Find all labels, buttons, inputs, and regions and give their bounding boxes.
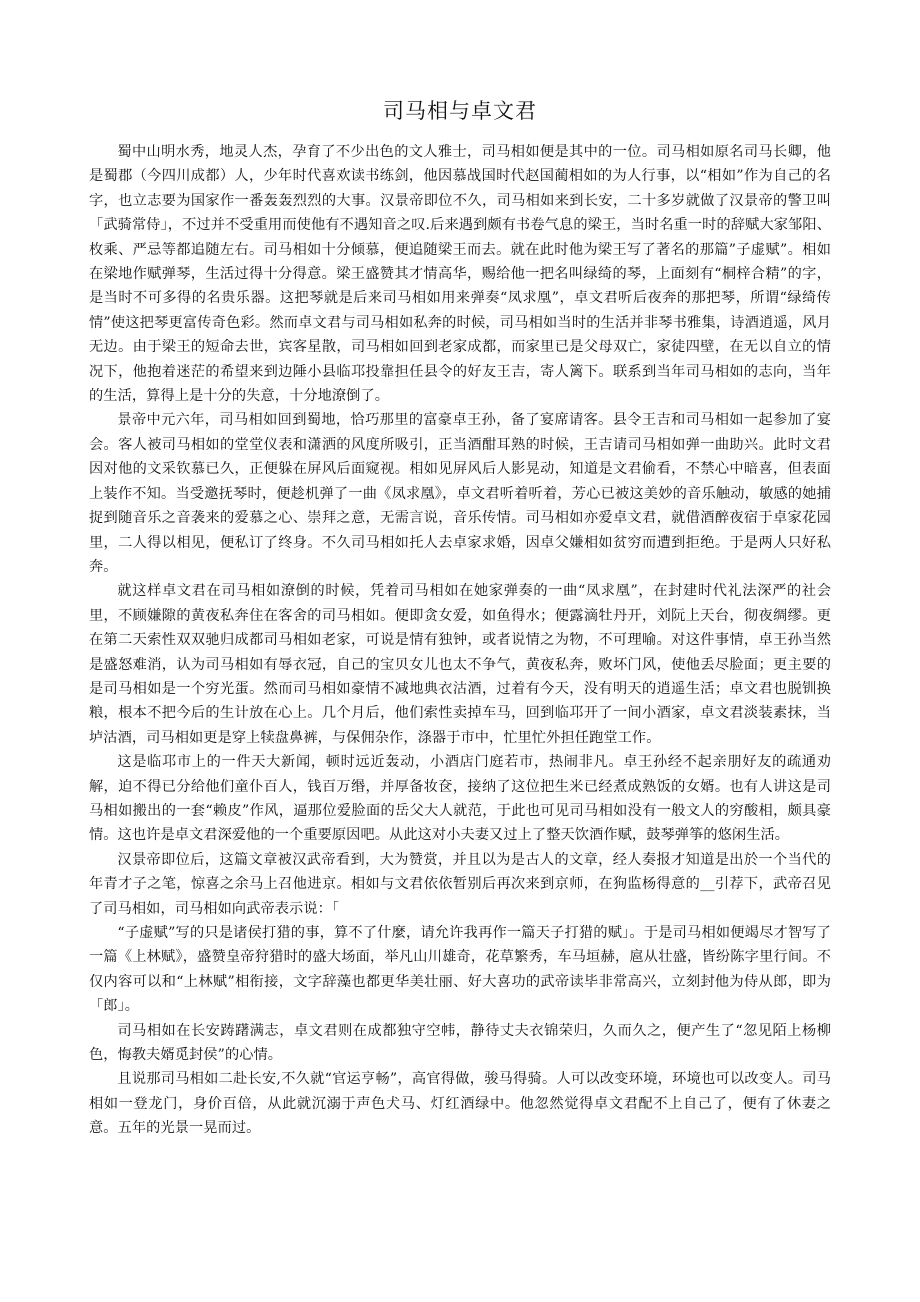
document-title: 司马相与卓文君 bbox=[383, 99, 537, 123]
paragraph: 景帝中元六年，司马相如回到蜀地，恰巧那里的富豪卓王孙，备了宴席请客。县令王吉和司马相如一起参加了宴会。客人被司马相如的堂堂仪表和潇洒的风度所吸引，正当酒酣耳熟的时候，王吉请司马相如弹一曲助兴。此时文君因对他的文采钦慕已久，正便躲在屏风后面窥视。相如见屏风后人影晃动，知道是文君偷看，不禁心中暗喜，但表面上装作不知。当受邀抚琴时，便趁机弹了一曲《凤求凰》，卓文君听着听着，芳心已被这美妙的音乐触动，敏感的她捕捉到随音乐之音袭来的爱慕之心、崇拜之意，无需言说，音乐传情。司马相如亦爱卓文君，就借酒醉夜宿于卓家花园里，二人得以相见，便私订了终身。不久司马相如托人去卓家求婚，因卓父嫌相如贫穷而遭到拒绝。于是两人只好私奔。 bbox=[89, 412, 831, 575]
paragraph: 汉景帝即位后，这篇文章被汉武帝看到，大为赞赏，并且以为是古人的文章，经人奏报才知道是出於一个当代的年青才子之笔，惊喜之余马上召他进京。相如与文君依依暂别后再次来到京师，在狗监杨得意的__引荐下，武帝召见了司马相如，司马相如向武帝表示说：「 bbox=[89, 851, 831, 917]
paragraph: “子虚赋”写的只是诸侯打猎的事，算不了什麼，请允许我再作一篇天子打猎的赋」。于是司马相如便竭尽才智写了一篇《上林赋》，盛赞皇帝狩猎时的盛大场面，举凡山川雄奇，花草繁秀，车马垣赫，扈从壮盛，皆纷陈字里行间。不仅内容可以和“上林赋”相衔接，文字辞藻也都更华美壮丽、好大喜功的武帝读毕非常高兴，立刻封他为侍从郎，即为「郎」。 bbox=[89, 925, 831, 1015]
paragraph: 且说那司马相如二赴长安,不久就“官运亨畅”，高官得做，骏马得骑。人可以改变环境，环境也可以改变人。司马相如一登龙门，身价百倍，从此就沉溺于声色犬马、灯红酒绿中。他忽然觉得卓文君配不上自己了，便有了休妻之意。五年的光景一晃而过。 bbox=[89, 1071, 831, 1137]
document-body bbox=[89, 140, 831, 1141]
paragraph: 就这样卓文君在司马相如潦倒的时候，凭着司马相如在她家弹奏的一曲“凤求凰”，在封建时代礼法深严的社会里，不顾嫌隙的黄夜私奔住在客舍的司马相如。便即贪女爱，如鱼得水；便露滴牡丹开，刘阮上天台，彻夜绸缪。更在第二天索性双双驰归成都司马相如老家，可说是情有独钟，或者说情之为物，不可理喻。对这件事情，卓王孙当然是盛怒难消，认为司马相如有辱衣冠，自己的宝贝女儿也太不争气，黄夜私奔，败坏门风，使他丢尽脸面；更主要的是司马相如是一个穷光蛋。然而司马相如豪情不减地典衣沽酒，过着有今天，没有明天的逍遥生活；卓文君也脱钏换粮，根本不把今后的生计放在心上。几个月后，他们索性卖掉车马，回到临邛开了一间小酒家，卓文君淡装素抹，当垆沽酒，司马相如更是穿上犊盘鼻裤，与保佣杂作，涤器于市中，忙里忙外担任跑堂工作。 bbox=[89, 583, 831, 746]
paragraph: 司马相如在长安踌躇满志，卓文君则在成都独守空帏，静待丈夫衣锦荣归，久而久之，便产生了“忽见陌上杨柳色，悔教夫婿觅封侯”的心情。 bbox=[89, 1022, 831, 1064]
paragraph: 这是临邛市上的一件天大新闻，顿时远近轰动，小酒店门庭若市，热闹非凡。卓王孙经不起亲朋好友的疏通劝解，迫不得已分给他们童仆百人，钱百万缗，并厚备妆奁，接纳了这位把生米已经煮成熟饭的女婿。也有人讲这是司马相如搬出的一套“赖皮”作风，逼那位爱脸面的岳父大人就范，于此也可见司马相如没有一般文人的穷酸相，颇具豪情。这也许是卓文君深爱他的一个重要原因吧。从此这对小夫妻又过上了整天饮酒作赋，鼓琴弹筝的悠闲生活。 bbox=[89, 754, 831, 844]
paragraph: 蜀中山明水秀，地灵人杰，孕育了不少出色的文人雅士，司马相如便是其中的一位。司马相如原名司马长卿，他是蜀郡（今四川成都）人，少年时代喜欢读书练剑，他因慕战国时代赵国蔺相如的为人行事，以“相如”作为自己的名字，也立志要为国家作一番轰轰烈烈的大事。汉景帝即位不久，司马相如来到长安，二十多岁就做了汉景帝的警卫叫「武骑常侍」，不过并不受重用而使他有不遇知音之叹.后来遇到颇有书卷气息的梁王，当时名重一时的辞赋大家邹阳、枚乘、严忌等都追随左右。司马相如十分倾慕，便追随梁王而去。就在此时他为梁王写了著名的那篇”子虚赋”。相如在梁地作赋弹琴，生活过得十分得意。梁王盛赞其才情高华，赐给他一把名叫绿绮的琴，上面刻有“桐梓合精”的字，是当时不可多得的名贵乐器。这把琴就是后来司马相如用来弹奏“凤求凰”，卓文君听后夜奔的那把琴，所谓“绿绮传情”使这把琴更富传奇色彩。然而卓文君与司马相如私奔的时候，司马相如当时的生活并非琴书雅集，诗酒逍遥，风月无边。由于梁王的短命去世，宾客星散，司马相如回到老家成都，而家里已是父母双亡，家徒四壁，在无以自立的情况下，他抱着迷茫的希望来到边陲小县临邛投靠担任县令的好友王吉，寄人篱下。联系到当年司马相如的志向，当年的生活，算得上是十分的失意，十分地潦倒了。 bbox=[89, 144, 831, 405]
